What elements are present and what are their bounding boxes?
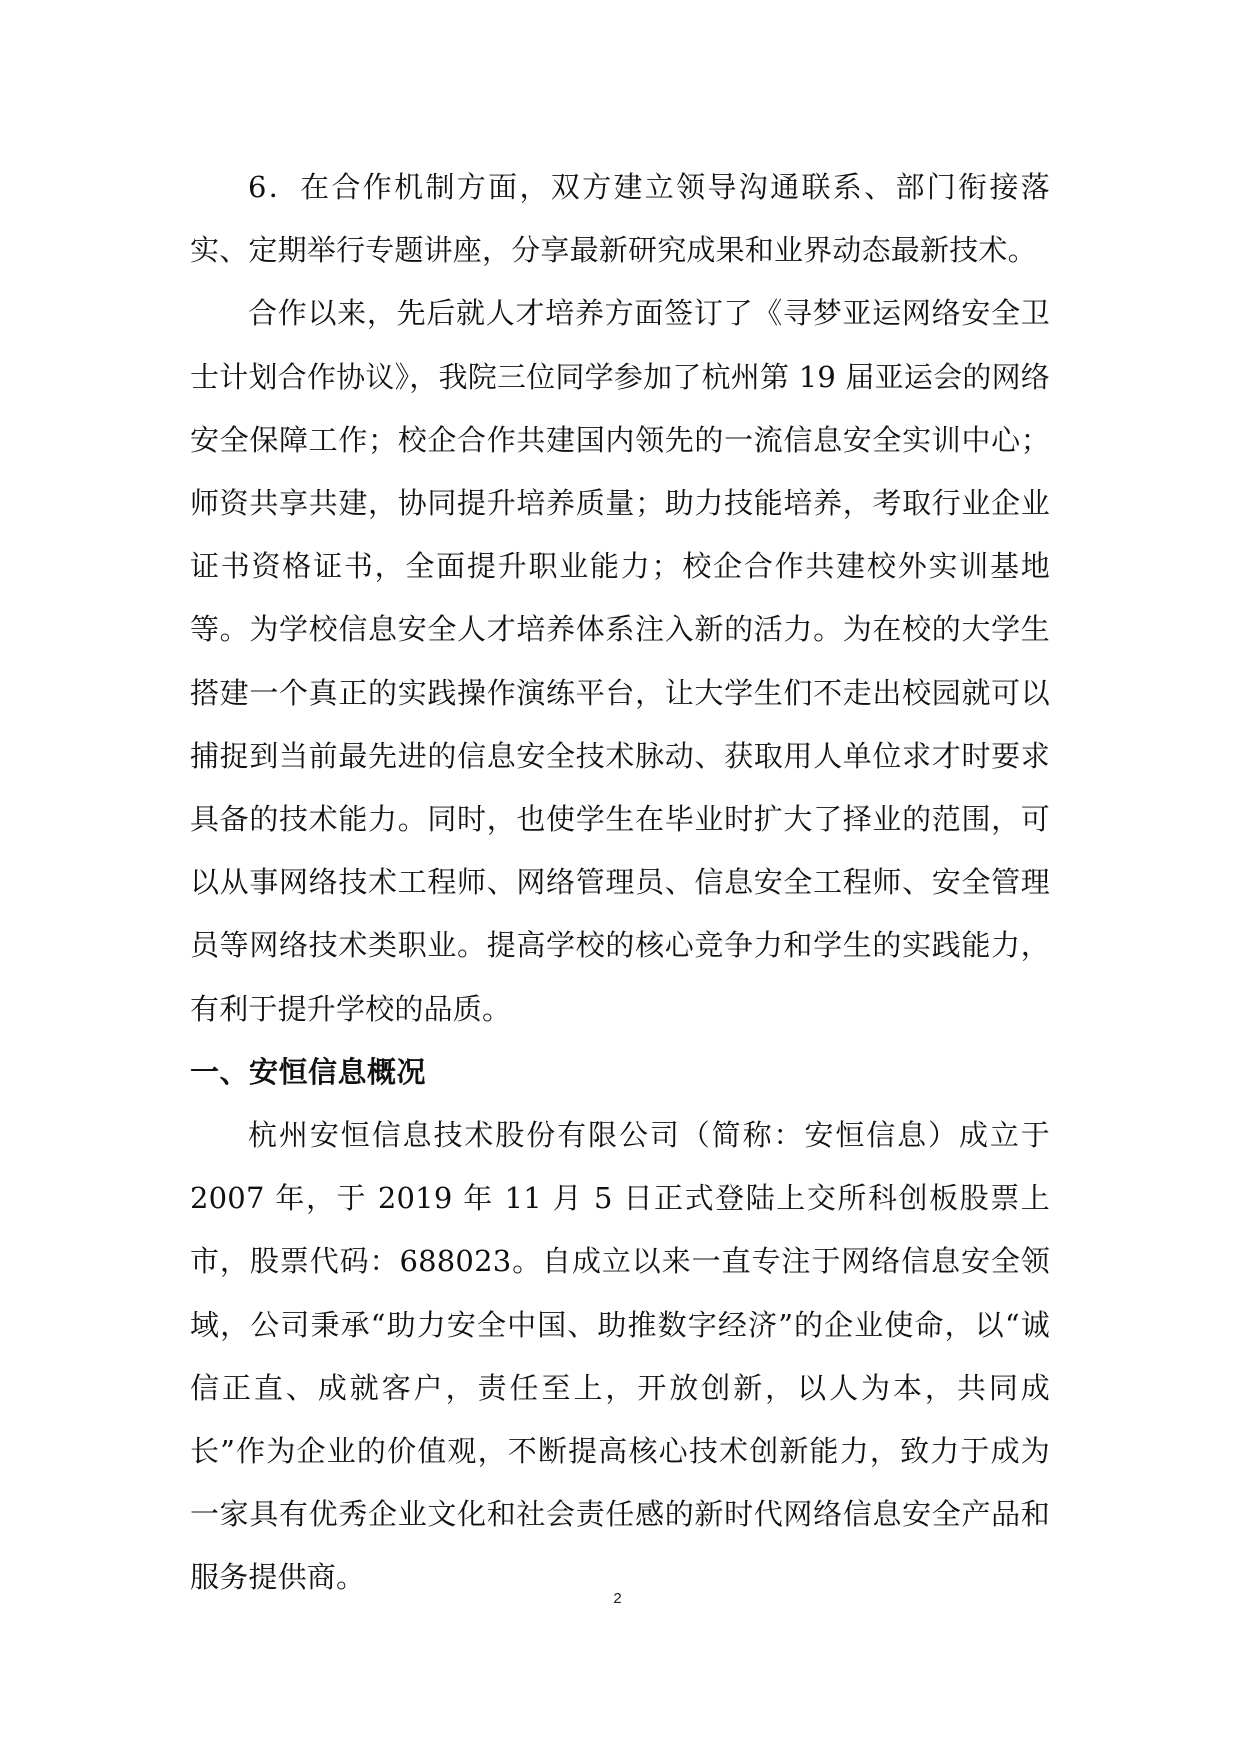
document-body — [190, 156, 1050, 1610]
paragraph-cooperation-results: 合作以来，先后就人才培养方面签订了《寻梦亚运网络安全卫士计划合作协议》，我院三位同学参加了杭州第 19 届亚运会的网络安全保障工作；校企合作共建国内领先的一流信息安全实训中心；师资共享共建，协同提升培养质量；助力技能培养，考取行业企业证书资格证书，全面提升职业能力；校企合作共建校外实训基地等。为学校信息安全人才培养体系注入新的活力。为在校的大学生搭建一个真正的实践操作演练平台，让大学生们不走出校园就可以捕捉到当前最先进的信息安全技术脉动、获取用人单位求才时要求具备的技术能力。同时，也使学生在毕业时扩大了择业的范围，可以从事网络技术工程师、网络管理员、信息安全工程师、安全管理员等网络技术类职业。提高学校的核心竞争力和学生的实践能力，有利于提升学校的品质。 — [190, 296, 1050, 1026]
paragraph-cooperation-mechanism: 6．在合作机制方面，双方建立领导沟通联系、部门衔接落实、定期举行专题讲座，分享最新研究成果和业界动态最新技术。 — [190, 170, 1050, 268]
page-number: 2 — [613, 1590, 622, 1607]
section-heading: 一、安恒信息概况 — [190, 1054, 427, 1089]
paragraph-company-overview: 杭州安恒信息技术股份有限公司（简称：安恒信息）成立于 2007 年，于 2019 年 11 月 5 日正式登陆上交所科创板股票上市，股票代码：688023。自成立以来一直专注于网络信息安全领域，公司秉承“助力安全中国、助推数字经济”的企业使命，以“诚信正直、成就客户，责任至上，开放创新，以人为本，共同成长”作为企业的价值观，不断提高核心技术创新能力，致力于成为一家具有优秀企业文化和社会责任感的新时代网络信息安全产品和服务提供商。 — [190, 1118, 1050, 1595]
